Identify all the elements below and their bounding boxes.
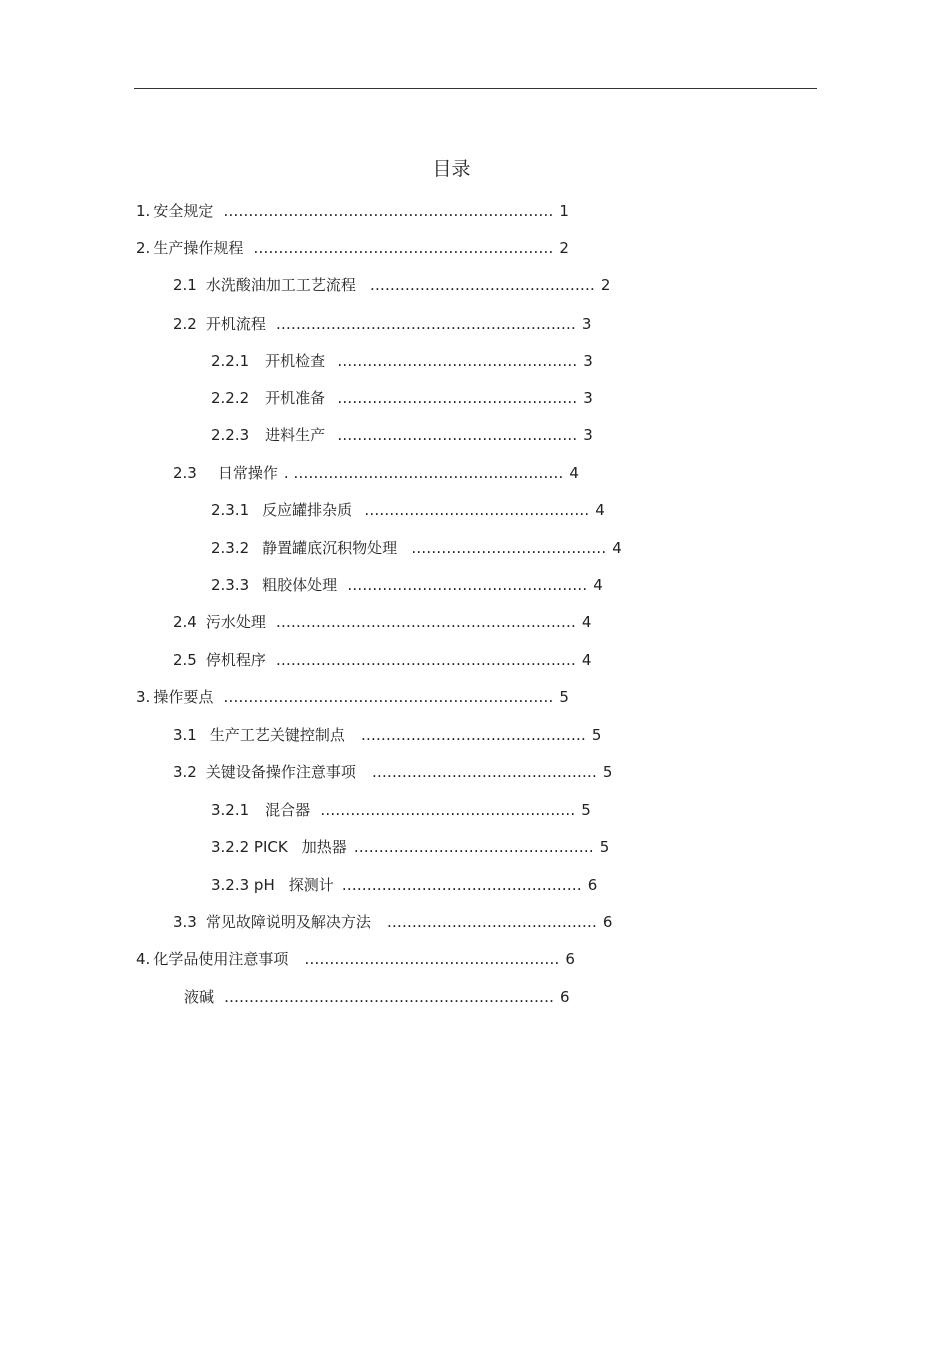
entry-page: 4 <box>593 576 603 594</box>
toc-entry-3-2[interactable] <box>173 762 612 782</box>
entry-page: 6 <box>560 988 570 1006</box>
entry-leader: ……………………………………… <box>360 726 586 744</box>
toc-entry-2-2-3[interactable] <box>211 425 593 445</box>
entry-number: 2. <box>136 239 151 257</box>
toc-entry-2-2-1[interactable] <box>211 351 593 371</box>
entry-number: 2.1 <box>173 276 197 294</box>
entry-page: 2 <box>559 239 569 257</box>
toc-entry-2-3-1[interactable] <box>211 500 605 520</box>
entry-leader: ………………………………………………………… <box>224 988 555 1006</box>
entry-page: 5 <box>599 838 610 856</box>
entry-leader: ………………………………………… <box>337 352 578 370</box>
entry-leader: ……………………………………… <box>369 276 595 294</box>
entry-page: 4 <box>569 464 579 482</box>
entry-leader: ………………………………………… <box>347 576 588 594</box>
entry-page: 4 <box>612 539 622 557</box>
toc-entry-2-2-2[interactable] <box>211 388 593 408</box>
entry-page: 2 <box>600 276 611 294</box>
entry-number: 2.3.3 <box>211 576 250 594</box>
entry-leader: ……………………………………… <box>371 763 597 781</box>
entry-number: 2.2.3 <box>211 426 250 444</box>
entry-page: 6 <box>587 876 598 894</box>
entry-leader: …………………………………… <box>386 913 597 931</box>
entry-label: 反应罐排杂质 <box>262 501 353 519</box>
entry-label: 污水处理 <box>205 613 266 631</box>
entry-page: 4 <box>581 613 592 631</box>
entry-number: 3.2.2 PICK <box>211 838 288 856</box>
toc-entry-2-5[interactable] <box>173 650 591 670</box>
entry-page: 3 <box>581 315 592 333</box>
entry-page: 5 <box>602 763 613 781</box>
entry-label: 停机程序 <box>205 651 266 669</box>
entry-page: 1 <box>559 202 569 220</box>
entry-number: 2.2 <box>173 315 197 333</box>
entry-label: 操作要点 <box>153 688 214 706</box>
toc-entry-2-4[interactable] <box>173 612 591 632</box>
entry-label: 开机检查 <box>265 352 326 370</box>
toc-entry-3-2-1[interactable] <box>211 800 591 820</box>
entry-label: 化学品使用注意事项 <box>153 950 289 968</box>
entry-number: 1. <box>136 202 151 220</box>
entry-number: 4. <box>136 950 151 968</box>
toc-entry-2-3-2[interactable] <box>211 538 622 558</box>
entry-label: 混合器 <box>265 801 311 819</box>
entry-leader: …………………………………………………… <box>275 651 576 669</box>
entry-number: 3.3 <box>173 913 197 931</box>
toc-entry-3-2-3[interactable] <box>211 875 597 895</box>
entry-label: 日常操作 <box>217 464 278 482</box>
entry-label: 液碱 <box>184 988 215 1006</box>
entry-number: 3. <box>136 688 151 706</box>
toc-entry-3-1[interactable] <box>173 725 601 745</box>
entry-label: 静置罐底沉积物处理 <box>262 539 398 557</box>
entry-leader: ………………………………………… <box>337 426 578 444</box>
entry-label: 水洗酸油加工工艺流程 <box>205 276 356 294</box>
entry-page: 3 <box>583 352 593 370</box>
entry-leader: …………………………………………………… <box>275 613 576 631</box>
entry-page: 4 <box>595 501 605 519</box>
entry-leader: ………………………………………… <box>341 876 582 894</box>
entry-label: 开机流程 <box>205 315 266 333</box>
entry-page: 3 <box>583 389 593 407</box>
toc-entry-liquid-caustic[interactable] <box>184 987 570 1007</box>
entry-number: 3.1 <box>173 726 197 744</box>
entry-leader: …………………………………………… <box>304 950 560 968</box>
entry-number: 3.2.1 <box>211 801 250 819</box>
entry-leader: . ……………………………………………… <box>283 464 564 482</box>
entry-leader: ………………………………………………………… <box>223 202 554 220</box>
entry-leader: …………………………………………………… <box>275 315 576 333</box>
entry-label: 安全规定 <box>153 202 214 220</box>
entry-label: 进料生产 <box>265 426 326 444</box>
toc-entry-2-3[interactable] <box>173 463 579 483</box>
toc-entry-3[interactable] <box>136 687 569 707</box>
entry-leader: …………………………………………………… <box>253 239 554 257</box>
entry-number: 2.2.1 <box>211 352 250 370</box>
entry-page: 6 <box>602 913 613 931</box>
toc-title: 目录 <box>432 158 471 180</box>
entry-label: 探测计 <box>288 876 334 894</box>
entry-leader: ………………………………………… <box>337 389 578 407</box>
entry-page: 6 <box>565 950 575 968</box>
toc-entry-2-3-3[interactable] <box>211 575 603 595</box>
entry-page: 5 <box>591 726 602 744</box>
entry-label: 关键设备操作注意事项 <box>205 763 356 781</box>
entry-label: 生产工艺关键控制点 <box>209 726 345 744</box>
toc-entry-2[interactable] <box>136 238 569 258</box>
entry-number: 2.3.1 <box>211 501 250 519</box>
toc-entry-4[interactable] <box>136 949 575 969</box>
entry-leader: ………………………………………………………… <box>223 688 554 706</box>
entry-label: 粗胶体处理 <box>262 576 338 594</box>
entry-number: 2.3 <box>173 464 197 482</box>
entry-leader: ……………………………………… <box>364 501 590 519</box>
toc-entry-1[interactable] <box>136 201 569 221</box>
toc-entry-3-3[interactable] <box>173 912 612 932</box>
entry-label: 常见故障说明及解决方法 <box>205 913 371 931</box>
entry-label: 生产操作规程 <box>153 239 244 257</box>
entry-label: 开机准备 <box>265 389 326 407</box>
entry-page: 5 <box>581 801 591 819</box>
entry-leader: ………………………………… <box>411 539 607 557</box>
entry-number: 2.3.2 <box>211 539 250 557</box>
entry-page: 4 <box>581 651 592 669</box>
entry-number: 3.2.3 pH <box>211 876 275 894</box>
entry-leader: …………………………………………… <box>320 801 576 819</box>
entry-number: 3.2 <box>173 763 197 781</box>
entry-number: 2.5 <box>173 651 197 669</box>
toc-entry-2-1[interactable] <box>173 275 610 295</box>
entry-page: 5 <box>559 688 569 706</box>
entry-number: 2.2.2 <box>211 389 250 407</box>
entry-number: 2.4 <box>173 613 197 631</box>
entry-leader: ………………………………………… <box>353 838 594 856</box>
entry-label: 加热器 <box>301 838 347 856</box>
toc-entry-2-2[interactable] <box>173 314 591 334</box>
toc-entry-3-2-2[interactable] <box>211 837 609 857</box>
entry-page: 3 <box>583 426 593 444</box>
